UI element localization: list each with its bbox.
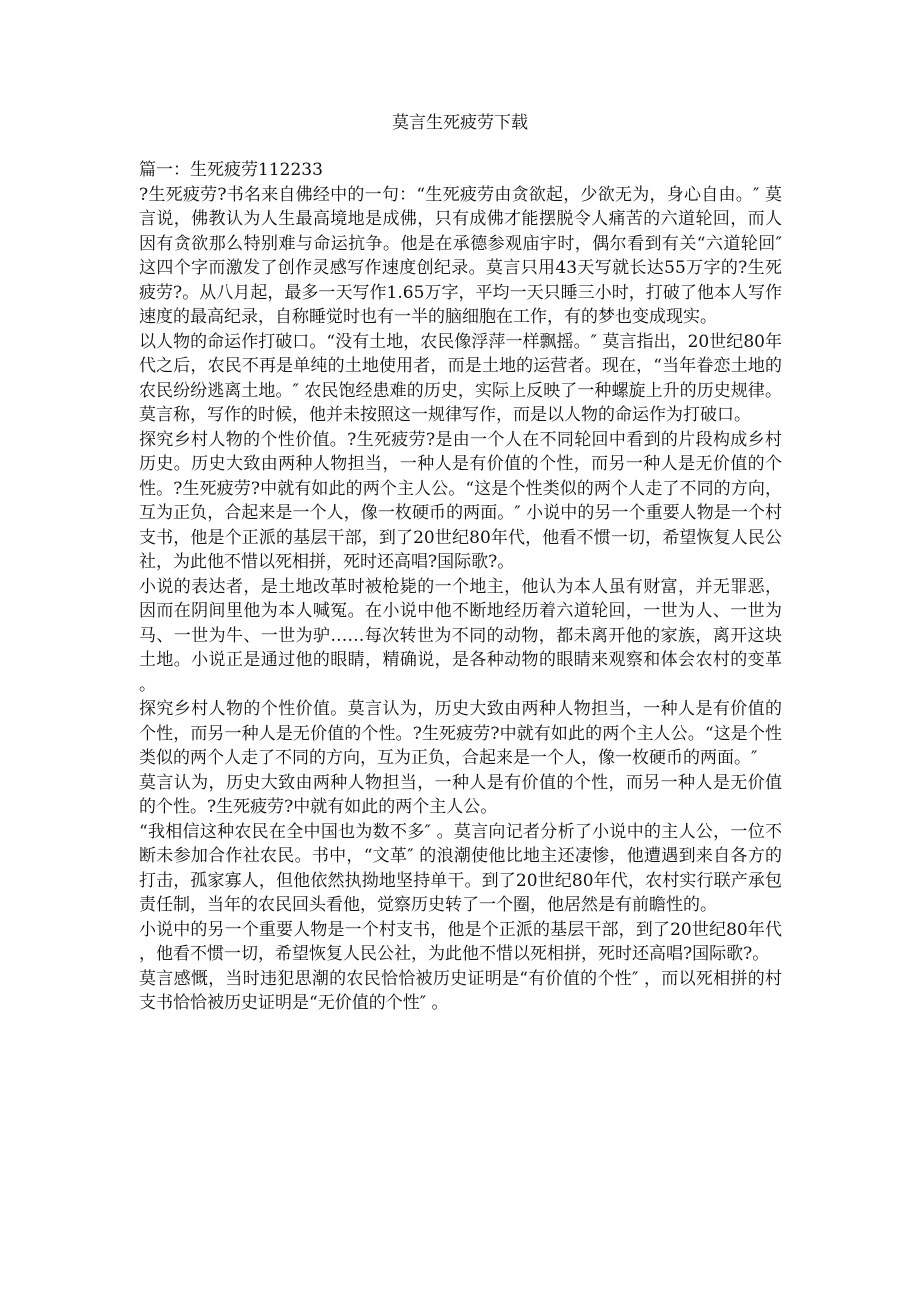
paragraph-4: 小说的表达者，是土地改革时被枪毙的一个地主，他认为本人虽有财富，并无罪恶，因而在阴间里他为本人喊冤。在小说中他不断地经历着六道轮回，一世为人、一世为马、一世为牛、一世为驴……每次转世为不同的动物，都未离开他的家族，离开这块土地。小说正是通过他的眼睛，精确说，是各种动物的眼睛来观察和体会农村的变革。: [139, 576, 782, 695]
document-body: [139, 158, 782, 1016]
section-heading: 篇一：生死疲劳112233: [139, 160, 323, 180]
paragraph-7: “我相信这种农民在全中国也为数不多″ 。莫言向记者分析了小说中的主人公，一位不断未参加合作社农民。书中，“文革″ 的浪潮使他比地主还凄惨，他遭遇到来自各方的打击，孤家寡人，但他依然执拗地坚持单干。到了20世纪80年代，农村实行联产承包责任制，当年的农民回头看他，觉察历史转了一个圈，他居然是有前瞻性的。: [139, 821, 782, 915]
paragraph-3: 探究乡村人物的个性价值。?生死疲劳?是由一个人在不同轮回中看到的片段构成乡村历史。历史大致由两种人物担当，一种人是有价值的个性，而另一种人是无价值的个性。?生死疲劳?中就有如此的两个主人公。“这是个性类似的两个人走了不同的方向，互为正负，合起来是一个人，像一枚硬币的两面。″ 小说中的另一个重要人物是一个村支书，他是个正派的基层干部，到了20世纪80年代，他看不惯一切，希望恢复人民公社，为此他不惜以死相拼，死时还高唱?国际歌?。: [139, 429, 782, 572]
paragraph-6: 莫言认为，历史大致由两种人物担当，一种人是有价值的个性，而另一种人是无价值的个性。?生死疲劳?中就有如此的两个主人公。: [139, 772, 782, 817]
paragraph-2: 以人物的命运作打破口。“没有土地，农民像浮萍一样飘摇。″ 莫言指出，20世纪80年代之后，农民不再是单纯的土地使用者，而是土地的运营者。现在，“当年眷恋土地的农民纷纷逃离土地。″ 农民饱经患难的历史，实际上反映了一种螺旋上升的历史规律。莫言称，写作的时候，他并未按照这一规律写作，而是以人物的命运作为打破口。: [139, 331, 782, 425]
paragraph-5: 探究乡村人物的个性价值。莫言认为，历史大致由两种人物担当，一种人是有价值的个性，而另一种人是无价值的个性。?生死疲劳?中就有如此的两个主人公。“这是个性类似的两个人走了不同的方向，互为正负，合起来是一个人，像一枚硬币的两面。″: [139, 699, 782, 768]
paragraph-9: 莫言感慨，当时违犯思潮的农民恰恰被历史证明是“有价值的个性″ ，而以死相拼的村支书恰恰被历史证明是“无价值的个性″ 。: [139, 968, 782, 1013]
paragraph-1: ?生死疲劳?书名来自佛经中的一句：“生死疲劳由贪欲起，少欲无为，身心自由。″ 莫言说，佛教认为人生最高境地是成佛，只有成佛才能摆脱令人痛苦的六道轮回，而人因有贪欲那么特别难与命运抗争。他是在承德参观庙宇时，偶尔看到有关“六道轮回″ 这四个字而激发了创作灵感写作速度创纪录。莫言只用43天写就长达55万字的?生死疲劳?。从八月起，最多一天写作1.65万字，平均一天只睡三小时，打破了他本人写作速度的最高纪录，自称睡觉时也有一半的脑细胞在工作，有的梦也变成现实。: [139, 184, 782, 327]
paragraph-8: 小说中的另一个重要人物是一个村支书，他是个正派的基层干部，到了20世纪80年代，他看不惯一切，希望恢复人民公社，为此他不惜以死相拼，死时还高唱?国际歌?。: [139, 919, 782, 964]
document-title: 莫言生死疲劳下载: [392, 113, 528, 133]
